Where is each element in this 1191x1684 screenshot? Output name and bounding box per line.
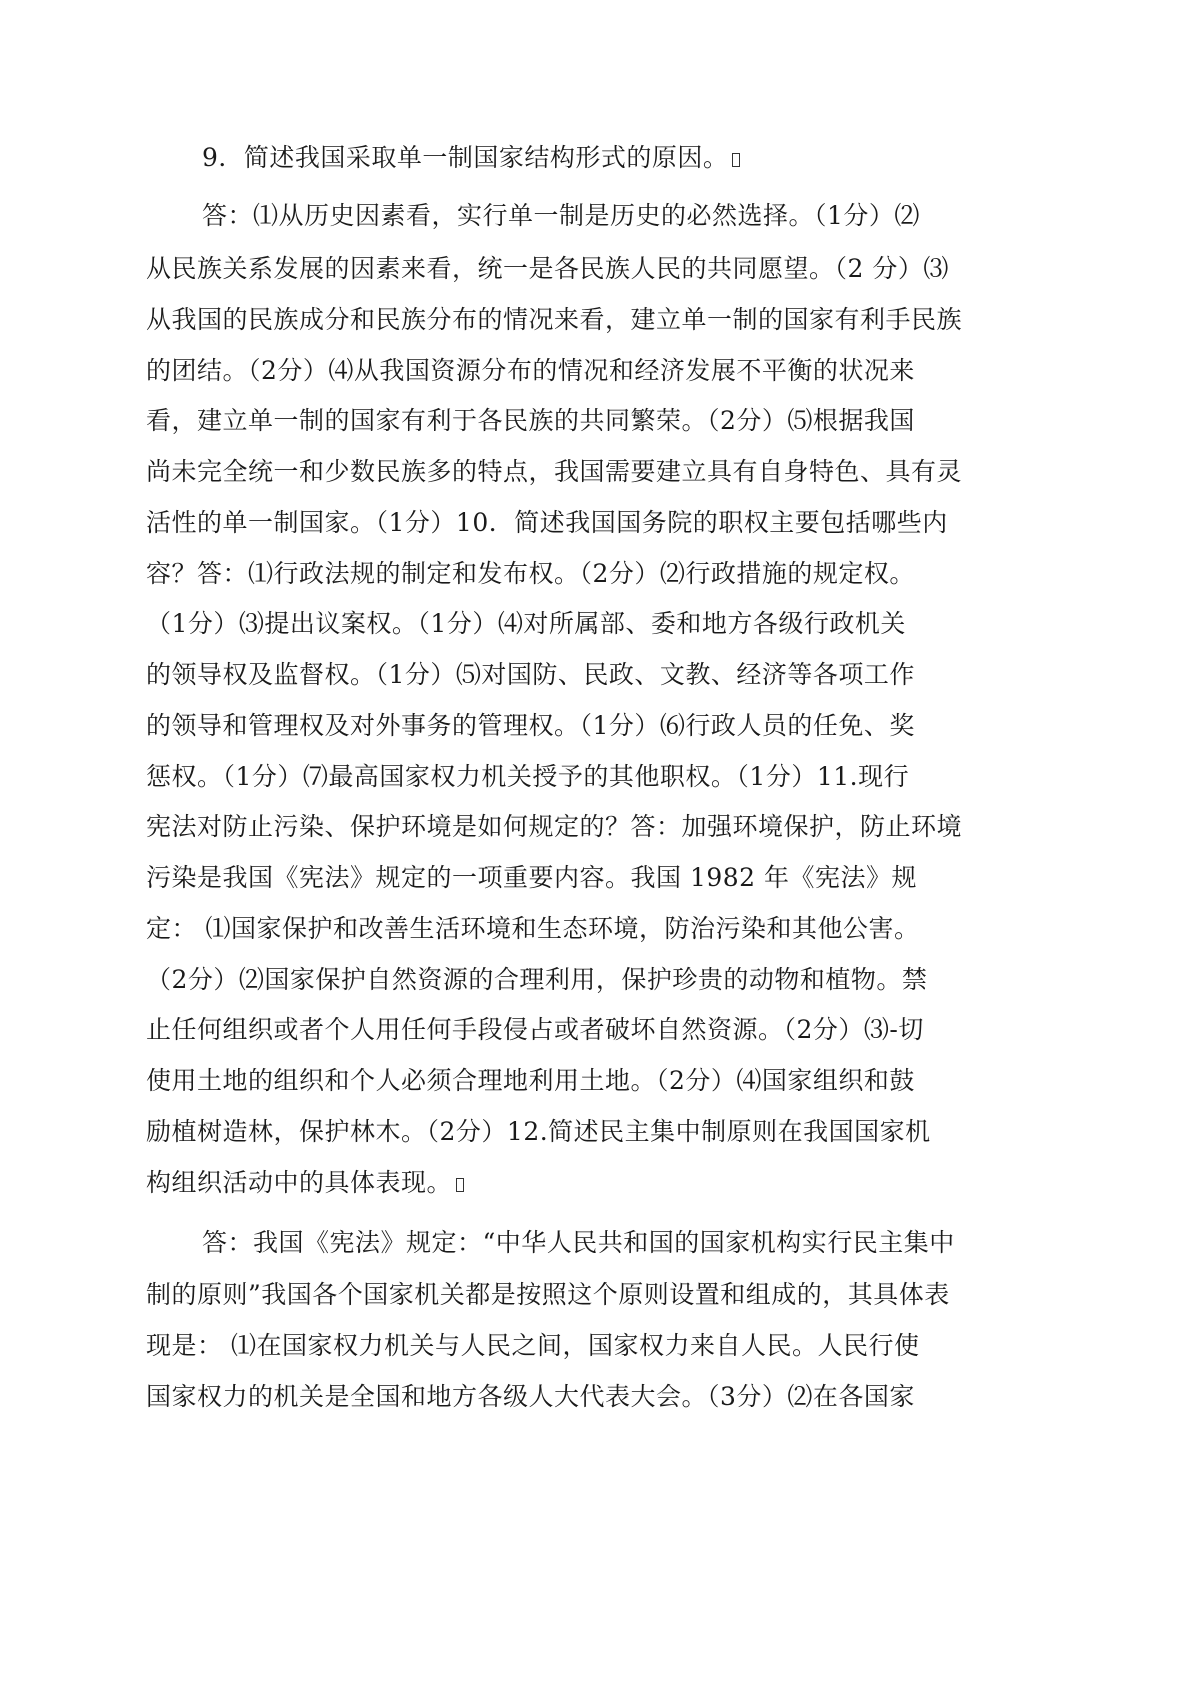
paragraph-mark-icon — [456, 1178, 464, 1192]
text-line: 励植树造林，保护林木。（2分）12.简述民主集中制原则在我国国家机 — [146, 1117, 931, 1146]
answer-12-line: 答：我国《宪法》规定：“中华人民共和国的国家机构实行民主集中 — [202, 1228, 955, 1257]
text-line: 现是： ⑴在国家权力机关与人民之间，国家权力来自人民。人民行使 — [146, 1331, 920, 1360]
text-line: 制的原则”我国各个国家机关都是按照这个原则设置和组成的，其具体表 — [146, 1280, 950, 1309]
text-line-end — [146, 1166, 464, 1200]
text-line: 止任何组织或者个人用任何手段侵占或者破坏自然资源。（2分）⑶-切 — [146, 1015, 924, 1044]
text-line: 从我国的民族成分和民族分布的情况来看，建立单一制的国家有利手民族 — [146, 305, 963, 334]
text-line: （1分）⑶提出议案权。（1分）⑷对所属部、委和地方各级行政机关 — [146, 609, 906, 638]
text-line: 构组织活动中的具体表现。 — [146, 1168, 453, 1197]
text-line: 的团结。（2分）⑷从我国资源分布的情况和经济发展不平衡的状况来 — [146, 356, 915, 385]
text-line: 惩权。（1分）⑺最高国家权力机关授予的其他职权。（1分）11.现行 — [146, 762, 910, 791]
text-line: 宪法对防止污染、保护环境是如何规定的？答：加强环境保护，防止环境 — [146, 812, 963, 841]
text-line: 的领导和管理权及对外事务的管理权。（1分）⑹行政人员的任免、奖 — [146, 711, 915, 740]
text-line: 活性的单一制国家。（1分）10．简述我国国务院的职权主要包括哪些内 — [146, 508, 948, 537]
text-line: 国家权力的机关是全国和地方各级人大代表大会。（3分）⑵在各国家 — [146, 1382, 915, 1411]
text-line: 使用土地的组织和个人必须合理地利用土地。（2分）⑷国家组织和鼓 — [146, 1066, 915, 1095]
text-line: 尚未完全统一和少数民族多的特点，我国需要建立具有自身特色、具有灵 — [146, 457, 963, 486]
text-line: 9．简述我国采取单一制国家结构形式的原因。 — [202, 143, 729, 172]
text-line: 看，建立单一制的国家有利于各民族的共同繁荣。（2分）⑸根据我国 — [146, 406, 915, 435]
text-line: （2分）⑵国家保护自然资源的合理利用，保护珍贵的动物和植物。禁 — [146, 965, 928, 994]
question-9-line — [202, 141, 740, 175]
text-line: 污染是我国《宪法》规定的一项重要内容。我国 1982 年《宪法》规 — [146, 863, 918, 892]
text-line: 的领导权及监督权。（1分）⑸对国防、民政、文教、经济等各项工作 — [146, 660, 915, 689]
text-line: 从民族关系发展的因素来看，统一是各民族人民的共同愿望。（2 分）⑶ — [146, 254, 949, 283]
paragraph-mark-icon — [732, 153, 740, 167]
answer-9-line: 答：⑴从历史因素看，实行单一制是历史的必然选择。（1分）⑵ — [202, 201, 920, 230]
text-line: 容？答：⑴行政法规的制定和发布权。（2分）⑵行政措施的规定权。 — [146, 559, 915, 588]
text-line: 定： ⑴国家保护和改善生活环境和生态环境，防治污染和其他公害。 — [146, 914, 920, 943]
